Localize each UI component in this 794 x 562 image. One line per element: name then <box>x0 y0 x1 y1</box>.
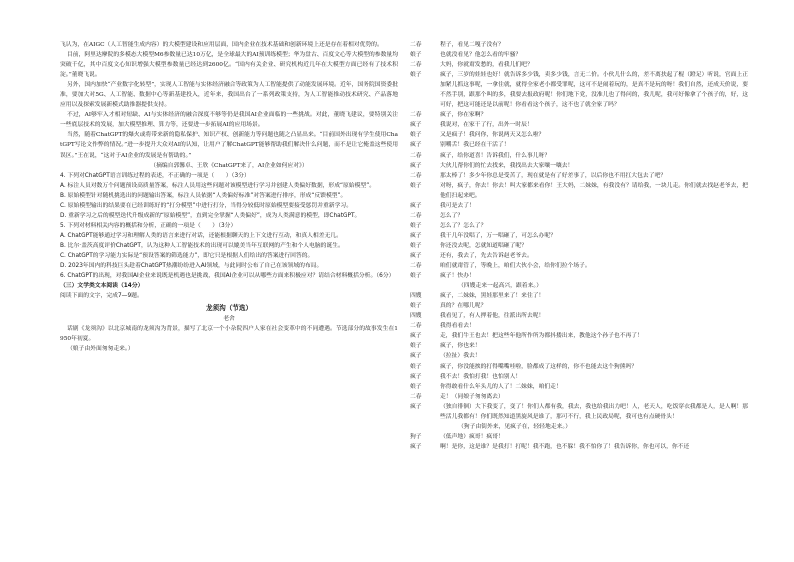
dialogue-line <box>410 301 748 311</box>
dialogue-line <box>410 331 748 341</box>
speaker-name: 二春 <box>410 62 422 69</box>
dialogue-line <box>410 382 748 392</box>
dialogue-line <box>410 151 748 161</box>
question-6-stem: 6. ChatGPT的出现，对我国AI企业来说既是机遇也是挑战，我国AI企业可以从哪些方面来积极应对？请结合材料概括分析。（6分） <box>60 273 395 280</box>
dialogue-line <box>410 40 748 50</box>
dialogue-text: 走！（同娘子匆匆离去） <box>440 393 504 400</box>
dialogue-text: 也就没看见？他怎么看的牢骚？ <box>440 52 522 59</box>
speaker-name: 二春 <box>410 212 422 219</box>
intro-paragraph-3: 另外，国内加快“产业数字化转型”，实现人工智能与实体经济融合等政策为人工智能提供了动能发展环境。近年，国务院国资委批准，要加大对5G、人工智能、数据中心等新基建投入，近年来，我国出台了一系列政策支持，为人工智能推动技术研究、产品落地应用以及探索发展新模式助推器提供支持。 <box>60 82 398 109</box>
speaker-name: 娘子 <box>410 222 422 229</box>
speaker-name: 疯子 <box>410 333 422 340</box>
speaker-name: 疯子 <box>410 232 422 239</box>
dialogue-text: 疯子，你也来！ <box>440 343 481 350</box>
dialogue-text: 疯子，二妹妹，黑娃那里来了！来住了！ <box>440 293 545 300</box>
dialogue-line <box>410 311 748 321</box>
dialogue-text: 我看见了，有人押着他，往派出所去呢！ <box>440 313 545 320</box>
dialogue-line <box>410 341 748 351</box>
dialogue-text: 程子，看见二嘎子没有？ <box>440 42 504 48</box>
question-4-stem: 4. 下列对ChatGPT语言训练过程的表述，不正确的一项是（ ）（3分） <box>60 172 250 179</box>
dialogue-line <box>410 351 748 361</box>
dialogue-text: 我干几年没唱了，万一唱砸了，可怎么办呢？ <box>440 232 556 239</box>
speaker-name: 疯子 <box>410 443 422 450</box>
intro-paragraph-5: 当然，随着ChatGPT的爆火或将带来新的隐私保护、知识产权、创新能力等问题也随之凸显出来。“目前国外出现有学生使用ChatGPT写论文作弊的情况。”进一步提升大众对AI的认知，让用户了解ChatGPT能够帮助我们解决什么问题，而不是让它掩盖这些使用误区。”王在说，“这对于AI企业的发展是有帮助的。” <box>60 132 398 159</box>
intro-paragraph-4: 不过，AI够牢入才相对短缺、AI与实体经济的融合深度不够等仍是我国AI企业面临的一些挑战。对此，董晓飞建议，要特别关注一些底层技术的发展，加大模型推理、算力等，还要进一步拓展AI的应用场景。 <box>60 112 398 129</box>
excerpt-title: 龙须沟（节选） <box>205 304 253 313</box>
dialogue-text: 大妈，你就甭发愁的，看我儿们吧？ <box>440 62 533 69</box>
dialogue-text: 真的？在哪儿呢？ <box>440 303 487 310</box>
excerpt-stage-note: （娘子由外面匆匆走来。） <box>66 346 134 353</box>
dialogue-line <box>410 362 748 372</box>
dialogue-line <box>410 261 748 271</box>
dialogue-text: 我说对，在家干了行，出外一时辰！ <box>440 122 533 129</box>
speaker-name: 疯子 <box>410 403 422 410</box>
dialogue-line <box>410 271 748 281</box>
dialogue-text: 我得看看去！ <box>440 323 475 330</box>
speaker-name: 娘子 <box>410 132 422 139</box>
dialogue-text: 啊！是你，这是谁？是我打！打呢！我不跑，也不躲！我不怕你了！我告诉你，你也可以，你不还 <box>440 443 690 450</box>
dialogue-line <box>410 251 748 261</box>
dialogue-line <box>410 221 748 231</box>
dialogue-line <box>410 50 748 60</box>
dialogue-line <box>410 120 748 130</box>
question-4-option-c: C. 原始模型输出的结果要在已经训练好的“打分模型”中进行打分，当得分较低时原始模型要接受惩罚并重新学习。 <box>60 202 352 209</box>
dialogue-line <box>410 60 748 70</box>
dialogue-text: 我可是去了！ <box>440 202 475 209</box>
dialogue-line <box>410 231 748 241</box>
question-5-option-d: D. 2023年国内的科技巨头趁着ChatGPT热潮纷纷进入AI领域，与此同时公布了自己在该领域的布局。 <box>60 263 323 270</box>
speaker-name: 疯子 <box>410 252 422 259</box>
dialogue-text: 走，我们牛王也去！把这些年他所作所为都抖搂出来，教他这个孙子也不再了！ <box>440 333 643 340</box>
dialogue-line <box>410 241 748 251</box>
dialogue-text: 疯子，三岁的娃娃也好！就告诉多少钱，卖多少钱，言无二价。小伙儿什么的，差不离扶起了棍（蹬足）听说，官面上正加紧儿抓这事呢，一拿住就，就得全家老小都受罪呢，这可不是闹着玩的，是真不是玩的呀！我们自然，还成天价说，要不然手别，跟那个叫的多，我要去报政府呢！你们地下党，没准儿也了得问的，我儿呢，我可好像拿了个孩子的，好，这可好，把这可能还是以前呢！你看看这个孩子，这不也了就全家了吗？ <box>440 72 748 109</box>
dialogue-text: 我不去！我怕打我！也怕别人！ <box>440 373 522 380</box>
dialogue-text: 你得敢看什么年头儿的人了！二妹妹，咱们走！ <box>440 383 562 390</box>
question-5-option-b: B. 比尔·盖茨高度评价ChatGPT，认为这种人工智能技术的出现可以媲美当年互联网的产生和个人电脑的诞生。 <box>60 242 344 249</box>
dialogue-block-2 <box>410 291 748 422</box>
dialogue-text: （独自徘徊）大下我变了，变了！你们人都有我，我去，我也给我出力吧！人，老天人，吃饭穿衣我都是人，是人啊！那些活儿我都有！你们既然知道黑旋风是谁了，那可不行，我上民政局呢，我可也有点硬骨头！ <box>440 403 748 420</box>
dialogue-text: 别嚼舌！我已经在干活了！ <box>440 142 510 149</box>
excerpt-intro: 话剧《龙须沟》以北京城南的龙须沟为背景，描写了北京一个小杂院四户人家在社会变革中的不同遭遇。节选部分的故事发生在1950年初夏。 <box>60 326 398 343</box>
stage-direction-2: （狗子由街外来，见疯子在，轻轻地走来。） <box>458 423 572 430</box>
dialogue-text: （低声地）疯哥！疯哥！ <box>440 433 504 440</box>
question-5-stem: 5. 下列对材料相关内容的概括和分析，正确的一项是（ ）（3分） <box>60 222 237 229</box>
section-3-instruction: 阅读下面的文字，完成7—9题。 <box>60 293 143 300</box>
speaker-name: 娘子 <box>410 303 422 310</box>
speaker-name: 娘子 <box>410 363 422 370</box>
speaker-name: 四嫂 <box>410 293 422 300</box>
excerpt-author: 老舍 <box>223 316 235 323</box>
speaker-name: 二春 <box>410 42 422 48</box>
source-citation: （摘编自郭馨卓、王欣《ChatGPT来了，AI企业如何应对》） <box>150 162 308 169</box>
dialogue-text: 大伙儿帮你们的忙去找来，我找出去大家嚷一嚷去！ <box>440 162 574 169</box>
dialogue-text: 怎么了？怎么了？ <box>440 222 487 229</box>
dialogue-line <box>410 130 748 140</box>
intro-paragraph-2: 目前，阿里达摩院的多模态大模型M6参数量已达10万亿，是全球最大的AI预训练模型；华为盘古、百度文心等大模型的参数量均突破千亿，其中百度文心知识增强大模型参数量已经达到2600亿。“国内有关企业、研究机构近几年在大模型方面已经有了技术积淀。”董晓飞说。 <box>60 52 398 79</box>
dialogue-text: 疯子，你没能挨的打得嘴嘴哇啦，脸都成了这样的，你不也能去这个狗熊吗？ <box>440 363 638 370</box>
speaker-name: 疯子 <box>410 353 422 360</box>
dialogue-line <box>410 291 748 301</box>
right-column <box>410 40 748 552</box>
speaker-name: 疯子 <box>410 142 422 149</box>
left-column <box>60 40 398 552</box>
dialogue-line <box>410 110 748 120</box>
dialogue-text: 又是疯子！我问你，你说两天又怎么啦？ <box>440 132 545 139</box>
dialogue-text: 对呀，疯子，你去！你去！叫大家都来看你！王大妈，二妹妹，有我没有？请给我，一块儿走。你们就去找赵老爷去，把他们扫起来吧。 <box>440 182 748 199</box>
dialogue-line <box>410 321 748 331</box>
speaker-name: 二春 <box>410 172 422 179</box>
speaker-name: 疯子 <box>410 202 422 209</box>
speaker-name: 娘子 <box>410 52 422 59</box>
dialogue-text: （拉扯）我去！ <box>440 353 481 360</box>
speaker-name: 疯子 <box>410 162 422 169</box>
dialogue-text: 疯子！快办！ <box>440 273 475 280</box>
dialogue-text: 疯子，给你道喜！告诉我们，什么事儿呀？ <box>440 152 551 159</box>
speaker-name: 疯子 <box>410 122 422 129</box>
speaker-name: 二春 <box>410 112 422 119</box>
speaker-name: 四嫂 <box>410 313 422 320</box>
dialogue-line <box>410 201 748 211</box>
dialogue-text: 那太棒了！多少年你总是受苦了，现在就是有了好差事了，以后你也不用扛大包去了吧？ <box>440 172 667 179</box>
stage-direction-1: （四嫂走来一起高兴，跟着来。） <box>458 283 543 290</box>
dialogue-line <box>410 161 748 171</box>
speaker-name: 娘子 <box>410 273 422 280</box>
question-5-option-a: A. ChatGPT能够通过学习和理解人类的语言来进行对话，还能根据聊天的上下文进行互动，和真人相差无几。 <box>60 232 342 239</box>
dialogue-line <box>410 402 748 422</box>
speaker-name: 狗子 <box>410 433 422 440</box>
dialogue-line <box>410 140 748 150</box>
speaker-name: 二春 <box>410 152 422 159</box>
question-4-option-d: D. 重新学习之后的模型迭代升级成新的“原始模型”，直到完全掌握“人类偏好”，成为人类满意的模型，即ChatGPT。 <box>60 212 361 219</box>
dialogue-text: 还有，我去了，先去告诉赵老爷去。 <box>440 252 533 259</box>
dialogue-text: 怎么了？ <box>440 212 464 219</box>
speaker-name: 娘子 <box>410 182 422 189</box>
speaker-name: 二春 <box>410 323 422 330</box>
dialogue-block-1 <box>410 40 748 281</box>
dialogue-line <box>410 70 748 110</box>
dialogue-line <box>410 432 748 442</box>
speaker-name: 疯子 <box>410 373 422 380</box>
dialogue-text: 疯子，你在家啊？ <box>440 112 487 119</box>
section-3-heading: （三）文学类文本阅读（14分） <box>60 283 144 290</box>
question-4-option-b: B. 原始模型针对随机挑选出的问题输出答案，标注人员依据“人类偏好标准”对答案进行排序，形成“反馈模型”。 <box>60 192 347 199</box>
intro-paragraph-1: 飞认为，在AIGC（人工智能生成内容）的大模型建设和应用层面，国内企业在技术基础和创新环境上还是存在着相对优势的。 <box>60 42 383 48</box>
dialogue-line <box>410 211 748 221</box>
dialogue-line <box>410 392 748 402</box>
dialogue-block-3 <box>410 432 748 452</box>
speaker-name: 娘子 <box>410 242 422 249</box>
speaker-name: 娘子 <box>410 72 422 79</box>
speaker-name: 娘子 <box>410 383 422 390</box>
speaker-name: 二春 <box>410 393 422 400</box>
dialogue-line <box>410 372 748 382</box>
dialogue-line <box>410 181 748 201</box>
dialogue-line <box>410 171 748 181</box>
dialogue-text: 你还没去呢，怎就知道唱砸了呢？ <box>440 242 527 249</box>
speaker-name: 二春 <box>410 263 422 270</box>
dialogue-text: 咱们就甭管了，等晚上，咱们大伙小会，给你们拉个场子。 <box>440 263 591 270</box>
dialogue-line <box>410 442 748 452</box>
question-4-option-a: A. 标注人员对数万个问题预设高质量答案，标注人员用这些问题对该模型进行学习并创建人类偏好数据，形成“原始模型”。 <box>60 182 375 189</box>
question-5-option-c: C. ChatGPT的学习能力实际是“预设答案的筛选能力”，即它只是根据人们给出的答案进行回答的。 <box>60 252 314 259</box>
speaker-name: 娘子 <box>410 343 422 350</box>
